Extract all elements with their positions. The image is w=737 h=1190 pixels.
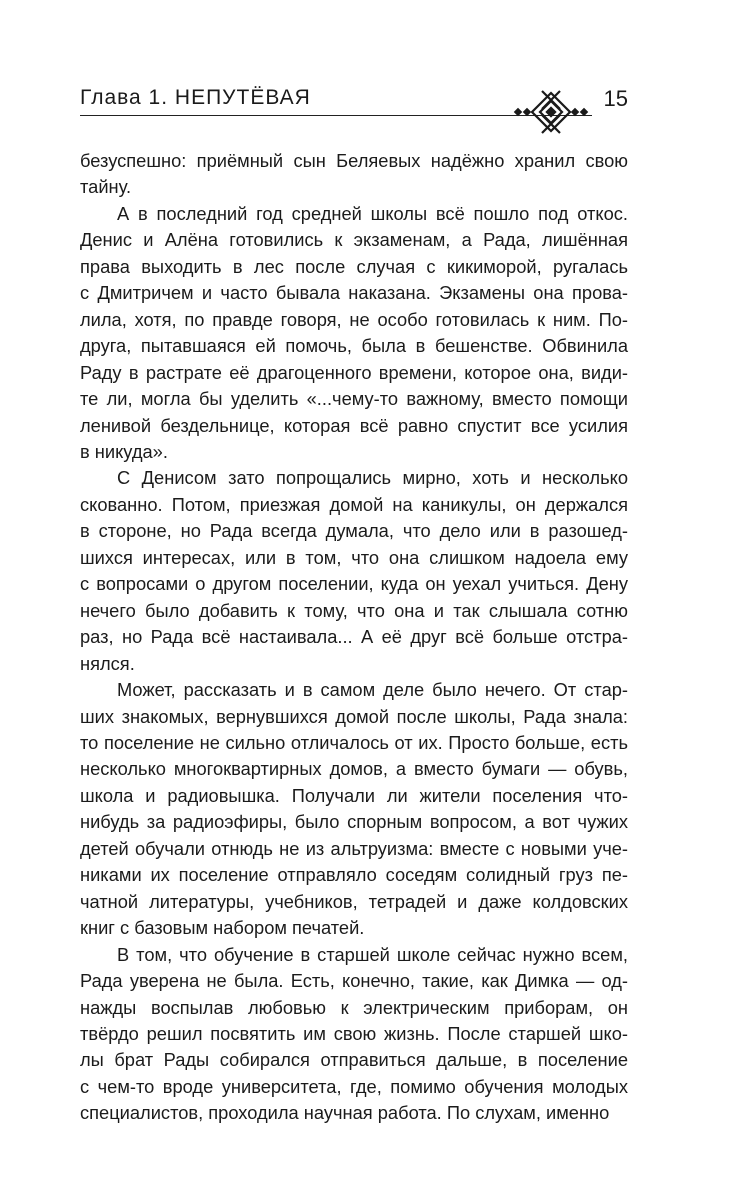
text-line: книг с базовым набором печатей.: [80, 917, 365, 939]
paragraph: [80, 677, 628, 942]
paragraph: [80, 148, 628, 201]
text-line: нечего было добавить к тому, что она и так слышала сотню: [80, 599, 628, 621]
text-line: В том, что обучение в старшей школе сейчас нужно всем,: [117, 943, 628, 965]
paragraph: [80, 942, 628, 1127]
text-line: детей обучали отнюдь не из альтруизма: вместе с новыми уче-: [80, 837, 628, 859]
text-line: лы брат Рады собирался отправиться дальше, в поселение: [80, 1049, 628, 1071]
text-line: те ли, могла бы уделить «...чему-то важному, вместо помощи: [80, 388, 628, 410]
text-line: лила, хотя, по правде говоря, не особо готовилась к ним. По-: [80, 308, 628, 330]
text-line: несколько многоквартирных домов, а вместо бумаги — обувь,: [80, 758, 628, 780]
text-line: специалистов, проходила научная работа. По слухам, именно: [80, 1102, 610, 1124]
text-line: С Денисом зато попрощались мирно, хоть и несколько: [117, 467, 628, 489]
body-text: [80, 148, 628, 1127]
text-line: А в последний год средней школы всё пошло под откос.: [117, 202, 628, 224]
text-line: права выходить в лес после случая с кикиморой, ругалась: [80, 255, 628, 277]
text-line: ших знакомых, вернувшихся домой после школы, Рада знала:: [80, 705, 628, 727]
text-line: нибудь за радиоэфиры, было спорным вопросом, а вот чужих: [80, 811, 628, 833]
text-line: скованно. Потом, приезжая домой на каникулы, он держался: [80, 493, 628, 515]
text-line: чатной литературы, учебников, тетрадей и даже колдовских: [80, 890, 628, 912]
text-line: нялся.: [80, 652, 135, 674]
text-line: то поселение не сильно отличалось от их. Просто больше, есть: [80, 731, 628, 753]
text-line: шихся интересах, или в том, что она слишком надоела ему: [80, 546, 628, 568]
running-head: Глава 1. НЕПУТЁВАЯ: [80, 86, 311, 109]
text-line: друга, пытавшаяся ей помочь, была в бешенстве. Обвинила: [80, 335, 628, 357]
text-line: с вопросами о другом поселении, куда он уехал учиться. Дену: [80, 573, 628, 595]
text-line: Денис и Алёна готовились к экзаменам, а Рада, лишённая: [80, 229, 628, 251]
paragraph: [80, 201, 628, 466]
text-line: тайну.: [80, 176, 132, 198]
text-line: Раду в растрате её драгоценного времени, которое она, види-: [80, 361, 628, 383]
text-line: с чем-то вроде университета, где, помимо обучения молодых: [80, 1075, 628, 1097]
text-line: ленивой бездельнице, которая всё равно спустит все усилия: [80, 414, 628, 436]
text-line: безуспешно: приёмный сын Беляевых надёжно хранил свою: [80, 150, 628, 171]
text-line: Может, рассказать и в самом деле было нечего. От стар-: [117, 679, 628, 701]
text-line: нажды воспылав любовью к электрическим приборам, он: [80, 996, 628, 1018]
page-number: 15: [603, 86, 628, 111]
text-line: никами их поселение отправляло соседям солидный груз пе-: [80, 864, 628, 886]
paragraph: [80, 465, 628, 677]
text-line: твёрдо решил посвятить им свою жизнь. После старшей шко-: [80, 1022, 628, 1044]
page-header: [80, 82, 628, 124]
text-line: Рада уверена не была. Есть, конечно, такие, как Димка — од-: [80, 970, 628, 992]
text-line: в стороне, но Рада всегда думала, что дело или в разошед-: [80, 520, 628, 542]
text-line: школа и радиовышка. Получали ли жители поселения что-: [80, 784, 628, 806]
text-line: в никуда».: [80, 440, 168, 462]
ornament-icon: [512, 87, 590, 139]
text-line: с Дмитричем и часто бывала наказана. Экзамены она прова-: [80, 282, 628, 304]
text-line: раз, но Рада всё настаивала... А её друг всё больше отстра-: [80, 626, 628, 648]
